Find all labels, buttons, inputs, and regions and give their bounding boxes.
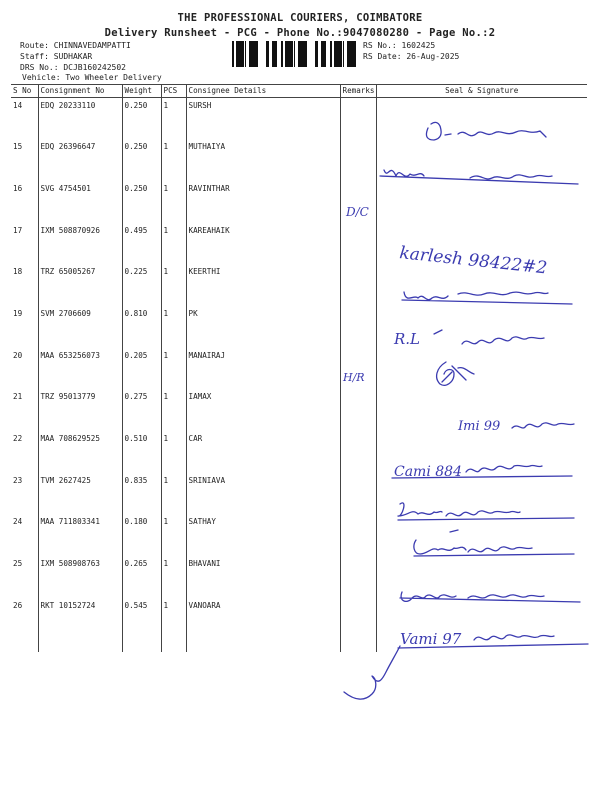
consignee-cell: SRINIAVA — [186, 473, 340, 515]
signature-row-23: Cami 884 — [394, 464, 462, 480]
consignee-cell: SURSH — [186, 98, 340, 140]
col-header-remarks: Remarks — [340, 85, 376, 98]
weight-cell: 0.545 — [122, 598, 161, 652]
pcs-cell: 1 — [161, 473, 186, 515]
pcs-cell: 1 — [161, 139, 186, 181]
remark-dc: D/C — [346, 205, 369, 219]
route-label: Route: CHINNAVEDAMPATTI — [20, 41, 131, 50]
consignee-cell: RAVINTHAR — [186, 181, 340, 223]
signature-bottom: Vami 97 — [400, 630, 462, 648]
consignee-cell: MUTHAIYA — [186, 139, 340, 181]
pcs-cell: 1 — [161, 556, 186, 598]
weight-cell: 0.225 — [122, 264, 161, 306]
consignment-cell: TRZ 95013779 — [38, 389, 122, 431]
col-header-consignment: Consignment No — [38, 85, 122, 98]
weight-cell: 0.275 — [122, 389, 161, 431]
pcs-cell: 1 — [161, 348, 186, 390]
signature-row-19-digits — [434, 330, 544, 344]
signature-row-14 — [426, 122, 546, 140]
consignee-cell: IAMAX — [186, 389, 340, 431]
weight-cell: 0.835 — [122, 473, 161, 515]
sno-cell: 17 — [13, 225, 23, 235]
pcs-cell: 1 — [161, 431, 186, 473]
signature-row-15 — [380, 170, 578, 184]
weight-cell: 0.250 — [122, 181, 161, 223]
pcs-cell: 1 — [161, 98, 186, 140]
consignment-cell: SVG 4754501 — [38, 181, 122, 223]
consignee-cell: SATHAY — [186, 514, 340, 556]
sno-cell: 16 — [13, 183, 23, 193]
weight-cell: 0.180 — [122, 514, 161, 556]
consignment-cell: MAA 708629525 — [38, 431, 122, 473]
sno-cell: 21 — [13, 392, 23, 402]
pcs-cell: 1 — [161, 181, 186, 223]
weight-cell: 0.810 — [122, 306, 161, 348]
pcs-cell: 1 — [161, 514, 186, 556]
signature-row-25 — [414, 530, 574, 556]
pcs-cell: 1 — [161, 306, 186, 348]
signature-row-24 — [398, 503, 574, 520]
consignee-cell: KAREAHAIK — [186, 223, 340, 265]
consignment-cell: IXM 508908763 — [38, 556, 122, 598]
consignee-cell: KEERTHI — [186, 264, 340, 306]
col-header-signature: Seal & Signature — [376, 85, 587, 98]
col-header-pcs: PCS — [161, 85, 186, 98]
consignee-cell: CAR — [186, 431, 340, 473]
consignment-cell: TRZ 65005267 — [38, 264, 122, 306]
signature-row-21-digits — [512, 423, 574, 428]
consignee-cell: VANOARA — [186, 598, 340, 652]
staff-label: Staff: SUDHAKAR — [20, 52, 93, 61]
pcs-cell: 1 — [161, 264, 186, 306]
consignment-cell: SVM 2706609 — [38, 306, 122, 348]
vehicle-label: Vehicle: Two Wheeler Delivery — [22, 73, 162, 82]
consignment-cell: EDQ 26396647 — [38, 139, 122, 181]
weight-cell: 0.495 — [122, 223, 161, 265]
weight-cell: 0.265 — [122, 556, 161, 598]
consignee-cell: PK — [186, 306, 340, 348]
consignment-cell: RKT 10152724 — [38, 598, 122, 652]
pcs-cell: 1 — [161, 223, 186, 265]
company-title: THE PROFESSIONAL COURIERS, COIMBATORE — [177, 12, 423, 24]
signature-row-20 — [437, 362, 474, 385]
sno-cell: 26 — [13, 600, 23, 610]
consignment-cell: MAA 711803341 — [38, 514, 122, 556]
runsheet-subtitle: Delivery Runsheet - PCG - Phone No.:9047080280 - Page No.:2 — [104, 27, 496, 39]
sno-cell: 19 — [13, 308, 23, 318]
col-header-sno: S No — [11, 85, 38, 98]
signature-row-21: Imi 99 — [458, 419, 501, 434]
sno-cell: 15 — [13, 142, 23, 152]
pcs-cell: 1 — [161, 598, 186, 652]
weight-cell: 0.250 — [122, 98, 161, 140]
sno-cell: 18 — [13, 267, 23, 277]
consignment-cell: MAA 653256073 — [38, 348, 122, 390]
consignment-cell: TVM 2627425 — [38, 473, 122, 515]
weight-cell: 0.250 — [122, 139, 161, 181]
sno-cell: 20 — [13, 350, 23, 360]
sno-cell: 24 — [13, 517, 23, 527]
sno-cell: 22 — [13, 434, 23, 443]
signature-row-19: R.L — [394, 330, 421, 348]
weight-cell: 0.510 — [122, 431, 161, 473]
closing-scribble — [344, 646, 400, 699]
sno-cell: 25 — [13, 559, 23, 569]
col-header-consignee: Consignee Details — [186, 85, 340, 98]
consignee-cell: MANAIRAJ — [186, 348, 340, 390]
signature-row-26 — [400, 592, 580, 602]
weight-cell: 0.205 — [122, 348, 161, 390]
remark-hr: H/R — [343, 371, 365, 384]
signature-row-18 — [402, 292, 572, 304]
pcs-cell: 1 — [161, 389, 186, 431]
col-header-weight: Weight — [122, 85, 161, 98]
consignee-cell: BHAVANI — [186, 556, 340, 598]
rs-date: RS Date: 26-Aug-2025 — [363, 52, 460, 61]
consignment-cell: IXM 508870926 — [38, 223, 122, 265]
drs-number: DRS No.: DCJB160242502 — [20, 63, 126, 72]
signature-row-17: karlesh 98422#2 — [398, 243, 549, 279]
rs-number: RS No.: 1602425 — [363, 41, 436, 50]
consignment-cell: EDQ 20233110 — [38, 98, 122, 140]
sno-cell: 23 — [13, 475, 23, 485]
sno-cell: 14 — [13, 101, 23, 110]
